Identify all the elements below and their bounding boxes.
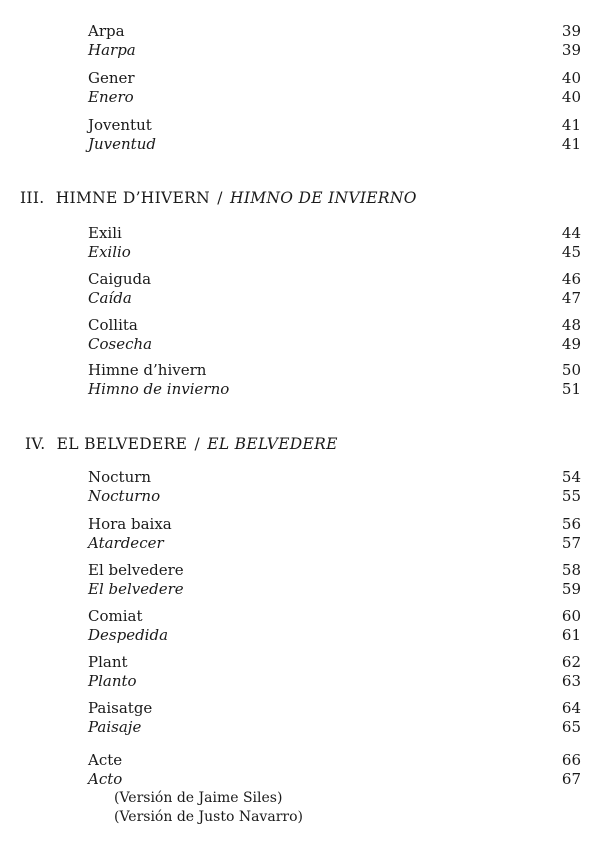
toc-entry-page: 60 xyxy=(561,607,581,625)
section-title-spanish: HIMNO DE INVIERNO xyxy=(230,189,417,207)
title-separator: / xyxy=(194,435,200,453)
toc-entry-title: Exilio xyxy=(88,243,131,261)
toc-entry-title: Comiat xyxy=(88,607,143,625)
toc-entry-title: Himno de invierno xyxy=(88,380,230,398)
toc-entry-page: 46 xyxy=(561,270,581,288)
toc-entry-title: Hora baixa xyxy=(88,515,172,533)
toc-entry-page: 44 xyxy=(561,224,581,242)
toc-entry-title: Nocturn xyxy=(88,468,152,486)
toc-entry-title: Atardecer xyxy=(88,534,164,552)
toc-entry-title: Enero xyxy=(88,88,134,106)
toc-entry-page: 61 xyxy=(561,626,581,644)
toc-entry-title: Paisatge xyxy=(88,699,153,717)
toc-entry-page: 40 xyxy=(561,69,581,87)
toc-entry-page: 47 xyxy=(561,289,581,307)
section-title-catalan: EL BELVEDERE xyxy=(56,435,188,453)
toc-entry-title: Caída xyxy=(88,289,132,307)
translator-credit: (Versión de Justo Navarro) xyxy=(114,809,303,825)
toc-entry-title: Nocturno xyxy=(88,487,161,505)
toc-entry-title: Acto xyxy=(88,770,123,788)
toc-entry-title: Collita xyxy=(88,316,138,334)
toc-entry-page: 40 xyxy=(561,88,581,106)
section-numeral: III. xyxy=(20,189,45,207)
toc-entry-page: 62 xyxy=(561,653,581,671)
toc-entry-title: Harpa xyxy=(88,41,136,59)
toc-entry-page: 66 xyxy=(561,751,581,769)
toc-entry-title: Joventut xyxy=(88,116,152,134)
toc-entry-title: Despedida xyxy=(88,626,169,644)
section-heading xyxy=(20,434,338,454)
section-title-catalan: HIMNE D’HIVERN xyxy=(55,189,210,207)
section-heading xyxy=(20,188,417,208)
toc-entry-page: 39 xyxy=(561,41,581,59)
toc-entry-page: 59 xyxy=(561,580,581,598)
toc-entry-title: Caiguda xyxy=(88,270,152,288)
toc-entry-page: 51 xyxy=(561,380,581,398)
toc-entry-page: 64 xyxy=(561,699,581,717)
toc-entry-page: 56 xyxy=(561,515,581,533)
toc-entry-page: 63 xyxy=(561,672,581,690)
section-title-spanish: EL BELVEDERE xyxy=(207,435,338,453)
toc-entry-page: 41 xyxy=(561,116,581,134)
toc-entry-title: Planto xyxy=(88,672,137,690)
toc-entry-page: 65 xyxy=(561,718,581,736)
toc-entry-page: 50 xyxy=(561,361,581,379)
toc-entry-page: 67 xyxy=(561,770,581,788)
toc-entry-title: Acte xyxy=(88,751,123,769)
toc-entry-title: Himne d’hivern xyxy=(88,361,207,379)
toc-entry-page: 58 xyxy=(561,561,581,579)
toc-entry-title: Paisaje xyxy=(88,718,142,736)
toc-entry-title: Plant xyxy=(88,653,128,671)
toc-entry-page: 54 xyxy=(561,468,581,486)
toc-entry-title: Cosecha xyxy=(88,335,153,353)
toc-entry-title: Exili xyxy=(88,224,122,242)
toc-entry-title: Juventud xyxy=(88,135,156,153)
toc-entry-title: Gener xyxy=(88,69,135,87)
translator-credit: (Versión de Jaime Siles) xyxy=(114,790,283,806)
section-numeral: IV. xyxy=(25,435,46,453)
toc-entry-page: 48 xyxy=(561,316,581,334)
toc-entry-page: 39 xyxy=(561,22,581,40)
toc-entry-page: 45 xyxy=(561,243,581,261)
toc-entry-title: El belvedere xyxy=(88,580,184,598)
toc-entry-page: 49 xyxy=(561,335,581,353)
toc-entry-page: 55 xyxy=(561,487,581,505)
toc-entry-title: Arpa xyxy=(88,22,125,40)
toc-entry-page: 41 xyxy=(561,135,581,153)
title-separator: / xyxy=(217,189,223,207)
toc-entry-page: 57 xyxy=(561,534,581,552)
toc-entry-title: El belvedere xyxy=(88,561,184,579)
